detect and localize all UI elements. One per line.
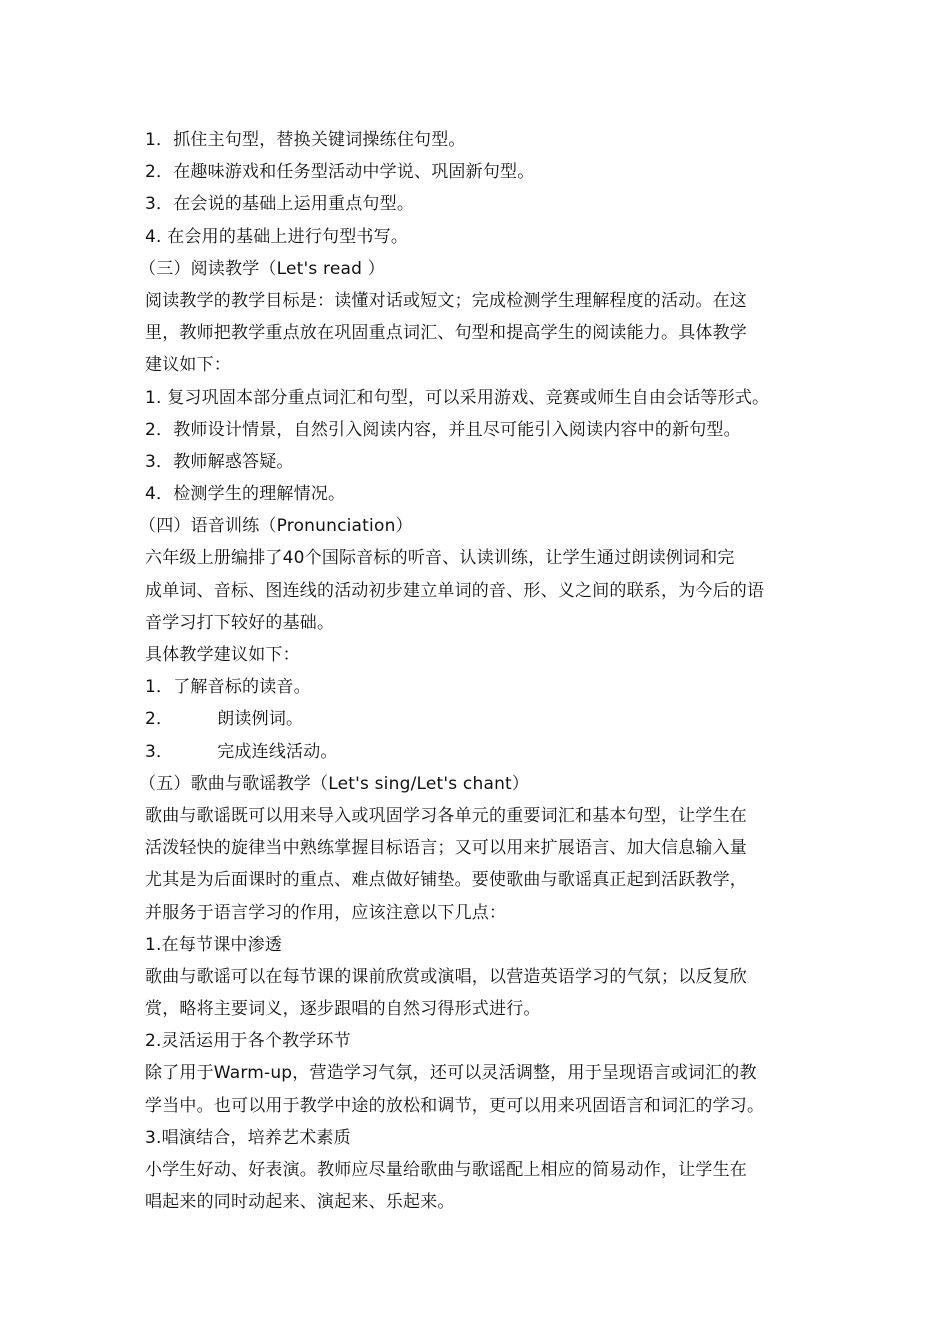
section-heading: （五）歌曲与歌谣教学（Let's sing/Let's chant）: [139, 773, 530, 794]
paragraph-line: 歌曲与歌谣既可以用来导入或巩固学习各单元的重要词汇和基本句型，让学生在: [145, 805, 747, 826]
paragraph-line: 活泼轻快的旋律当中熟练掌握目标语言；又可以用来扩展语言、加大信息输入量: [145, 838, 747, 859]
document-body: [139, 124, 825, 1218]
paragraph-line: 阅读教学的教学目标是：读懂对话或短文；完成检测学生理解程度的活动。在这: [145, 290, 747, 311]
paragraph-line: 音学习打下较好的基础。: [145, 612, 335, 633]
list-item: 4．检测学生的理解情况。: [145, 484, 346, 505]
paragraph-line: 并服务于语言学习的作用，应该注意以下几点：: [145, 902, 507, 923]
paragraph-line: 赏，略将主要词义，逐步跟唱的自然习得形式进行。: [145, 999, 541, 1020]
section-heading: （四）语音训练（Pronunciation）: [139, 516, 413, 537]
paragraph-line: 里，教师把教学重点放在巩固重点词汇、句型和提高学生的阅读能力。具体教学: [145, 323, 747, 344]
list-text: 完成连线活动。: [217, 741, 338, 762]
list-item: 1．抓住主句型，替换关键词操练住句型。: [145, 130, 466, 150]
list-item: 1．了解音标的读音。: [145, 677, 311, 698]
paragraph-line: 六年级上册编排了40个国际音标的听音、认读训练，让学生通过朗读例词和完: [145, 548, 735, 569]
paragraph-line: 歌曲与歌谣可以在每节课的课前欣赏或演唱，以营造英语学习的气氛；以反复欣: [145, 966, 747, 987]
list-item: [145, 703, 825, 735]
list-number: 2．: [145, 709, 174, 730]
list-item: 3．在会说的基础上运用重点句型。: [145, 194, 415, 215]
subheading: 2.灵活运用于各个教学环节: [145, 1031, 351, 1052]
paragraph-line: 学当中。也可以用于教学中途的放松和调节，更可以用来巩固语言和词汇的学习。: [145, 1095, 765, 1116]
paragraph-line: 唱起来的同时动起来、演起来、乐起来。: [145, 1192, 455, 1213]
list-item: 1. 复习巩固本部分重点词汇和句型，可以采用游戏、竞赛或师生自由会话等形式。: [145, 387, 770, 408]
list-item: 2．教师设计情景，自然引入阅读内容，并且尽可能引入阅读内容中的新句型。: [145, 419, 741, 440]
paragraph-line: 具体教学建议如下：: [145, 645, 300, 665]
list-item: 3．教师解惑答疑。: [145, 451, 294, 472]
list-number: 3．: [145, 741, 174, 762]
paragraph-line: 小学生好动、好表演。教师应尽量给歌曲与歌谣配上相应的简易动作，让学生在: [145, 1160, 747, 1180]
list-item: 2．在趣味游戏和任务型活动中学说、巩固新句型。: [145, 162, 535, 183]
list-text: 朗读例词。: [217, 709, 304, 730]
paragraph-line: 成单词、音标、图连线的活动初步建立单词的音、形、义之间的联系，为今后的语: [145, 580, 765, 601]
section-heading: （三）阅读教学（Let's read ）: [139, 258, 385, 279]
paragraph-line: 尤其是为后面课时的重点、难点做好铺垫。要使歌曲与歌谣真正起到活跃教学，: [145, 870, 747, 891]
list-item: [145, 736, 825, 768]
subheading: 3.唱演结合，培养艺术素质: [145, 1127, 351, 1148]
paragraph-line: 除了用于Warm-up，营造学习气氛，还可以灵活调整，用于呈现语言或词汇的教: [145, 1063, 757, 1084]
list-item: 4. 在会用的基础上进行句型书写。: [145, 226, 409, 247]
paragraph-line: 建议如下：: [145, 355, 231, 376]
subheading: 1.在每节课中渗透: [145, 934, 283, 955]
